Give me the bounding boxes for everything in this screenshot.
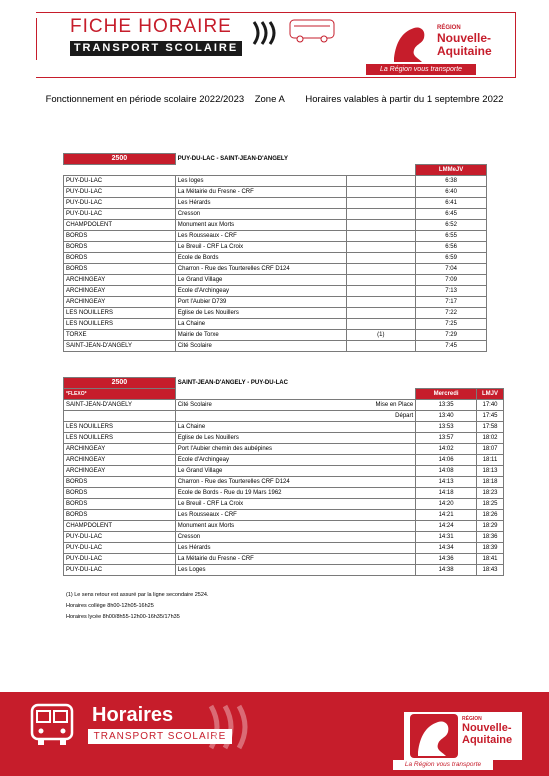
table-row bbox=[64, 554, 504, 565]
note-cell bbox=[346, 187, 416, 198]
stop-cell: Ecole de Bords bbox=[175, 253, 346, 264]
signal-arcs-icon bbox=[250, 18, 284, 48]
note-1: (1) Le sens retour est assuré par la ligne secondaire 2524. bbox=[66, 592, 209, 598]
time-cell: 6:59 bbox=[416, 253, 487, 264]
time-cell: 18:41 bbox=[477, 554, 504, 565]
commune-cell: LES NOUILLERS bbox=[64, 433, 176, 444]
stop-cell: Port l'Aubier chemin des aubépines bbox=[175, 444, 415, 455]
table-row bbox=[64, 220, 487, 231]
time-cell: 14:02 bbox=[416, 444, 477, 455]
stop-cell: La Chaine bbox=[175, 422, 415, 433]
table-row bbox=[64, 499, 504, 510]
region-small: RÉGION bbox=[437, 25, 461, 31]
table-row bbox=[64, 466, 504, 477]
note-cell bbox=[346, 319, 416, 330]
table-row bbox=[64, 521, 504, 532]
time-cell: 6:45 bbox=[416, 209, 487, 220]
stop-cell: Ecole d'Archingeay bbox=[175, 455, 415, 466]
time-cell: 6:40 bbox=[416, 187, 487, 198]
flexo-label: *FLEXO* bbox=[64, 389, 176, 400]
time-cell: 7:17 bbox=[416, 297, 487, 308]
stop-cell: Ecole de Bords - Rue du 19 Mars 1962 bbox=[175, 488, 415, 499]
note-3: Horaires lycée 8h00/8h55-12h00-16h35/17h35 bbox=[66, 614, 180, 620]
line-number: 2500 bbox=[64, 154, 176, 165]
table-row bbox=[64, 209, 487, 220]
table-row bbox=[64, 444, 504, 455]
time-cell: 7:45 bbox=[416, 341, 487, 352]
note-cell bbox=[346, 231, 416, 242]
note-2: Horaires collège 8h00-12h05-16h25 bbox=[66, 603, 154, 609]
info-line: Fonctionnement en période scolaire 2022/2023 Zone A Horaires valables à partir du 1 septembre 2022 bbox=[45, 94, 504, 105]
table-row bbox=[64, 477, 504, 488]
stop-cell: Les Loges bbox=[175, 565, 415, 576]
stop-cell: Ecole d'Archingeay bbox=[175, 286, 346, 297]
stop-cell: Port l'Aubier D739 bbox=[175, 297, 346, 308]
time-cell: 18:02 bbox=[477, 433, 504, 444]
note-cell bbox=[346, 220, 416, 231]
time-cell: 6:52 bbox=[416, 220, 487, 231]
time-cell: 14:21 bbox=[416, 510, 477, 521]
region-line1: Nouvelle- bbox=[437, 31, 492, 45]
stop-cell: Eglise de Les Nouillers bbox=[175, 308, 346, 319]
note-cell bbox=[346, 198, 416, 209]
time-cell: 18:13 bbox=[477, 466, 504, 477]
table-row bbox=[64, 242, 487, 253]
time-cell: 18:18 bbox=[477, 477, 504, 488]
commune-cell: SAINT-JEAN-D'ANGELY bbox=[64, 400, 176, 411]
commune-cell: PUY-DU-LAC bbox=[64, 543, 176, 554]
mise-label: Mise en Place bbox=[346, 400, 416, 411]
time-cell: 14:08 bbox=[416, 466, 477, 477]
table-row bbox=[64, 341, 487, 352]
time-cell: 18:11 bbox=[477, 455, 504, 466]
time-cell: 14:18 bbox=[416, 488, 477, 499]
time-cell: 14:20 bbox=[416, 499, 477, 510]
time-cell: 17:40 bbox=[477, 400, 504, 411]
commune-cell: ARCHINGEAY bbox=[64, 275, 176, 286]
footer-region-name bbox=[462, 722, 512, 746]
col-lmjv: LMJV bbox=[477, 389, 504, 400]
header-fiche-title: FICHE HORAIRE bbox=[70, 16, 232, 37]
time-cell: 18:39 bbox=[477, 543, 504, 554]
table-row bbox=[64, 275, 487, 286]
stop-cell: Charron - Rue des Tourterelles CRF D124 bbox=[175, 477, 415, 488]
route-title: SAINT-JEAN-D'ANGELY - PUY-DU-LAC bbox=[177, 379, 288, 386]
stop-cell: Cité Scolaire bbox=[175, 341, 346, 352]
note-cell bbox=[346, 253, 416, 264]
commune-cell: TORXE bbox=[64, 330, 176, 341]
time-cell: 7:09 bbox=[416, 275, 487, 286]
commune-cell: ARCHINGEAY bbox=[64, 286, 176, 297]
time-cell: 7:22 bbox=[416, 308, 487, 319]
bus-outline-icon bbox=[288, 18, 338, 44]
commune-cell: PUY-DU-LAC bbox=[64, 209, 176, 220]
table-row bbox=[64, 176, 487, 187]
time-cell: 17:58 bbox=[477, 422, 504, 433]
lion-icon bbox=[410, 714, 458, 758]
commune-cell: PUY-DU-LAC bbox=[64, 176, 176, 187]
commune-cell: PUY-DU-LAC bbox=[64, 187, 176, 198]
commune-cell: BORDS bbox=[64, 264, 176, 275]
time-cell: 7:04 bbox=[416, 264, 487, 275]
footer-horaires: Horaires bbox=[92, 704, 174, 726]
commune-cell: BORDS bbox=[64, 499, 176, 510]
stop-cell: Le Breuil - CRF La Croix bbox=[175, 499, 415, 510]
time-cell: 6:56 bbox=[416, 242, 487, 253]
note-cell: (1) bbox=[346, 330, 416, 341]
note-cell bbox=[346, 176, 416, 187]
time-cell: 7:29 bbox=[416, 330, 487, 341]
commune-cell: CHAMPDOLENT bbox=[64, 220, 176, 231]
line-number: 2500 bbox=[64, 378, 176, 389]
timetable-outbound bbox=[63, 153, 487, 352]
table-row bbox=[64, 198, 487, 209]
commune-cell: LES NOUILLERS bbox=[64, 422, 176, 433]
time-cell: 14:36 bbox=[416, 554, 477, 565]
stop-cell: La Chaine bbox=[175, 319, 346, 330]
table-row bbox=[64, 253, 487, 264]
table-row bbox=[64, 422, 504, 433]
stop-cell: Monument aux Morts bbox=[175, 220, 346, 231]
table-row bbox=[64, 433, 504, 444]
stop-cell: Les Rousseaux - CRF bbox=[175, 510, 415, 521]
table-row bbox=[64, 565, 504, 576]
depart-label: Départ bbox=[346, 411, 416, 422]
table-row bbox=[64, 297, 487, 308]
time-cell: 6:38 bbox=[416, 176, 487, 187]
time-cell: 18:07 bbox=[477, 444, 504, 455]
note-cell bbox=[346, 297, 416, 308]
stop-cell: Le Grand Village bbox=[175, 466, 415, 477]
stop-cell: Les Hérards bbox=[175, 543, 415, 554]
col-mercredi: Mercredi bbox=[416, 389, 477, 400]
stop-cell: Le Breuil - CRF La Croix bbox=[175, 242, 346, 253]
table-row bbox=[64, 231, 487, 242]
stop-cell: Les Rousseaux - CRF bbox=[175, 231, 346, 242]
time-cell: 13:57 bbox=[416, 433, 477, 444]
time-cell: 14:24 bbox=[416, 521, 477, 532]
time-cell: 6:55 bbox=[416, 231, 487, 242]
commune-cell: BORDS bbox=[64, 253, 176, 264]
commune-cell: BORDS bbox=[64, 488, 176, 499]
commune-cell: SAINT-JEAN-D'ANGELY bbox=[64, 341, 176, 352]
region-line2: Aquitaine bbox=[437, 44, 492, 58]
stop-cell: Le Grand Village bbox=[175, 275, 346, 286]
commune-cell: ARCHINGEAY bbox=[64, 297, 176, 308]
note-cell bbox=[346, 242, 416, 253]
commune-cell: LES NOUILLERS bbox=[64, 319, 176, 330]
time-cell: 7:25 bbox=[416, 319, 487, 330]
stop-cell: Charron - Rue des Tourterelles CRF D124 bbox=[175, 264, 346, 275]
table-row bbox=[64, 455, 504, 466]
commune-cell: PUY-DU-LAC bbox=[64, 554, 176, 565]
footer-region-line1: Nouvelle- bbox=[462, 722, 512, 734]
time-cell: 18:25 bbox=[477, 499, 504, 510]
commune-cell: PUY-DU-LAC bbox=[64, 198, 176, 209]
region-name bbox=[437, 32, 492, 58]
header-transport-bar: TRANSPORT SCOLAIRE bbox=[70, 41, 242, 56]
note-cell bbox=[346, 286, 416, 297]
footer-region-line2: Aquitaine bbox=[462, 734, 513, 746]
table-row bbox=[64, 264, 487, 275]
table-row bbox=[64, 319, 487, 330]
stop-cell: Monument aux Morts bbox=[175, 521, 415, 532]
note-cell bbox=[346, 275, 416, 286]
footer-transport: TRANSPORT SCOLAIRE bbox=[88, 729, 232, 744]
commune-cell: BORDS bbox=[64, 477, 176, 488]
commune-cell: BORDS bbox=[64, 242, 176, 253]
bus-icon bbox=[28, 702, 78, 748]
time-cell: 18:36 bbox=[477, 532, 504, 543]
footer-region-small: RÉGION bbox=[462, 716, 482, 722]
time-cell: 14:13 bbox=[416, 477, 477, 488]
commune-cell: LES NOUILLERS bbox=[64, 308, 176, 319]
table-row bbox=[64, 308, 487, 319]
time-cell: 18:26 bbox=[477, 510, 504, 521]
table-row bbox=[64, 543, 504, 554]
time-cell: 14:06 bbox=[416, 455, 477, 466]
time-cell: 17:45 bbox=[477, 411, 504, 422]
time-cell: 18:29 bbox=[477, 521, 504, 532]
stop-cell: Les loges bbox=[175, 176, 346, 187]
time-cell: 6:41 bbox=[416, 198, 487, 209]
commune-cell: ARCHINGEAY bbox=[64, 466, 176, 477]
header-tagline: La Région vous transporte bbox=[366, 64, 476, 75]
time-cell: 18:43 bbox=[477, 565, 504, 576]
commune-cell: BORDS bbox=[64, 510, 176, 521]
time-cell: 14:38 bbox=[416, 565, 477, 576]
note-cell bbox=[346, 341, 416, 352]
note-cell bbox=[346, 308, 416, 319]
footer-tagline: La Région vous transporte bbox=[393, 760, 493, 770]
table-row bbox=[64, 510, 504, 521]
time-cell: 14:31 bbox=[416, 532, 477, 543]
table-row bbox=[64, 532, 504, 543]
time-cell: 13:35 bbox=[416, 400, 477, 411]
commune-cell: PUY-DU-LAC bbox=[64, 532, 176, 543]
stop-cell: Cresson bbox=[175, 532, 415, 543]
days-header: LMMeJV bbox=[416, 165, 487, 176]
stop-cell: Cresson bbox=[175, 209, 346, 220]
lion-logo-icon bbox=[388, 22, 432, 64]
commune-cell: ARCHINGEAY bbox=[64, 444, 176, 455]
table-row bbox=[64, 187, 487, 198]
note-cell bbox=[346, 264, 416, 275]
time-cell: 13:40 bbox=[416, 411, 477, 422]
route-title: PUY-DU-LAC - SAINT-JEAN-D'ANGELY bbox=[177, 155, 288, 162]
notes bbox=[66, 590, 208, 623]
stop-cell: Les Hérards bbox=[175, 198, 346, 209]
table-row bbox=[64, 330, 487, 341]
timetable-return bbox=[63, 377, 504, 576]
stop-cell: Eglise de Les Nouillers bbox=[175, 433, 415, 444]
table-row bbox=[64, 488, 504, 499]
commune-cell: PUY-DU-LAC bbox=[64, 565, 176, 576]
speed-lines-icon bbox=[205, 702, 265, 752]
time-cell: 13:53 bbox=[416, 422, 477, 433]
stop-cell: Mairie de Torxe bbox=[175, 330, 346, 341]
table-row bbox=[64, 286, 487, 297]
stop-cell: Cité Scolaire bbox=[175, 400, 345, 411]
note-cell bbox=[346, 209, 416, 220]
commune-cell: ARCHINGEAY bbox=[64, 455, 176, 466]
commune-cell: CHAMPDOLENT bbox=[64, 521, 176, 532]
stop-cell: La Métairie du Fresne - CRF bbox=[175, 554, 415, 565]
stop-cell: La Métairie du Fresne - CRF bbox=[175, 187, 346, 198]
time-cell: 18:23 bbox=[477, 488, 504, 499]
time-cell: 14:34 bbox=[416, 543, 477, 554]
commune-cell: BORDS bbox=[64, 231, 176, 242]
time-cell: 7:13 bbox=[416, 286, 487, 297]
header-frame-left bbox=[36, 18, 37, 60]
